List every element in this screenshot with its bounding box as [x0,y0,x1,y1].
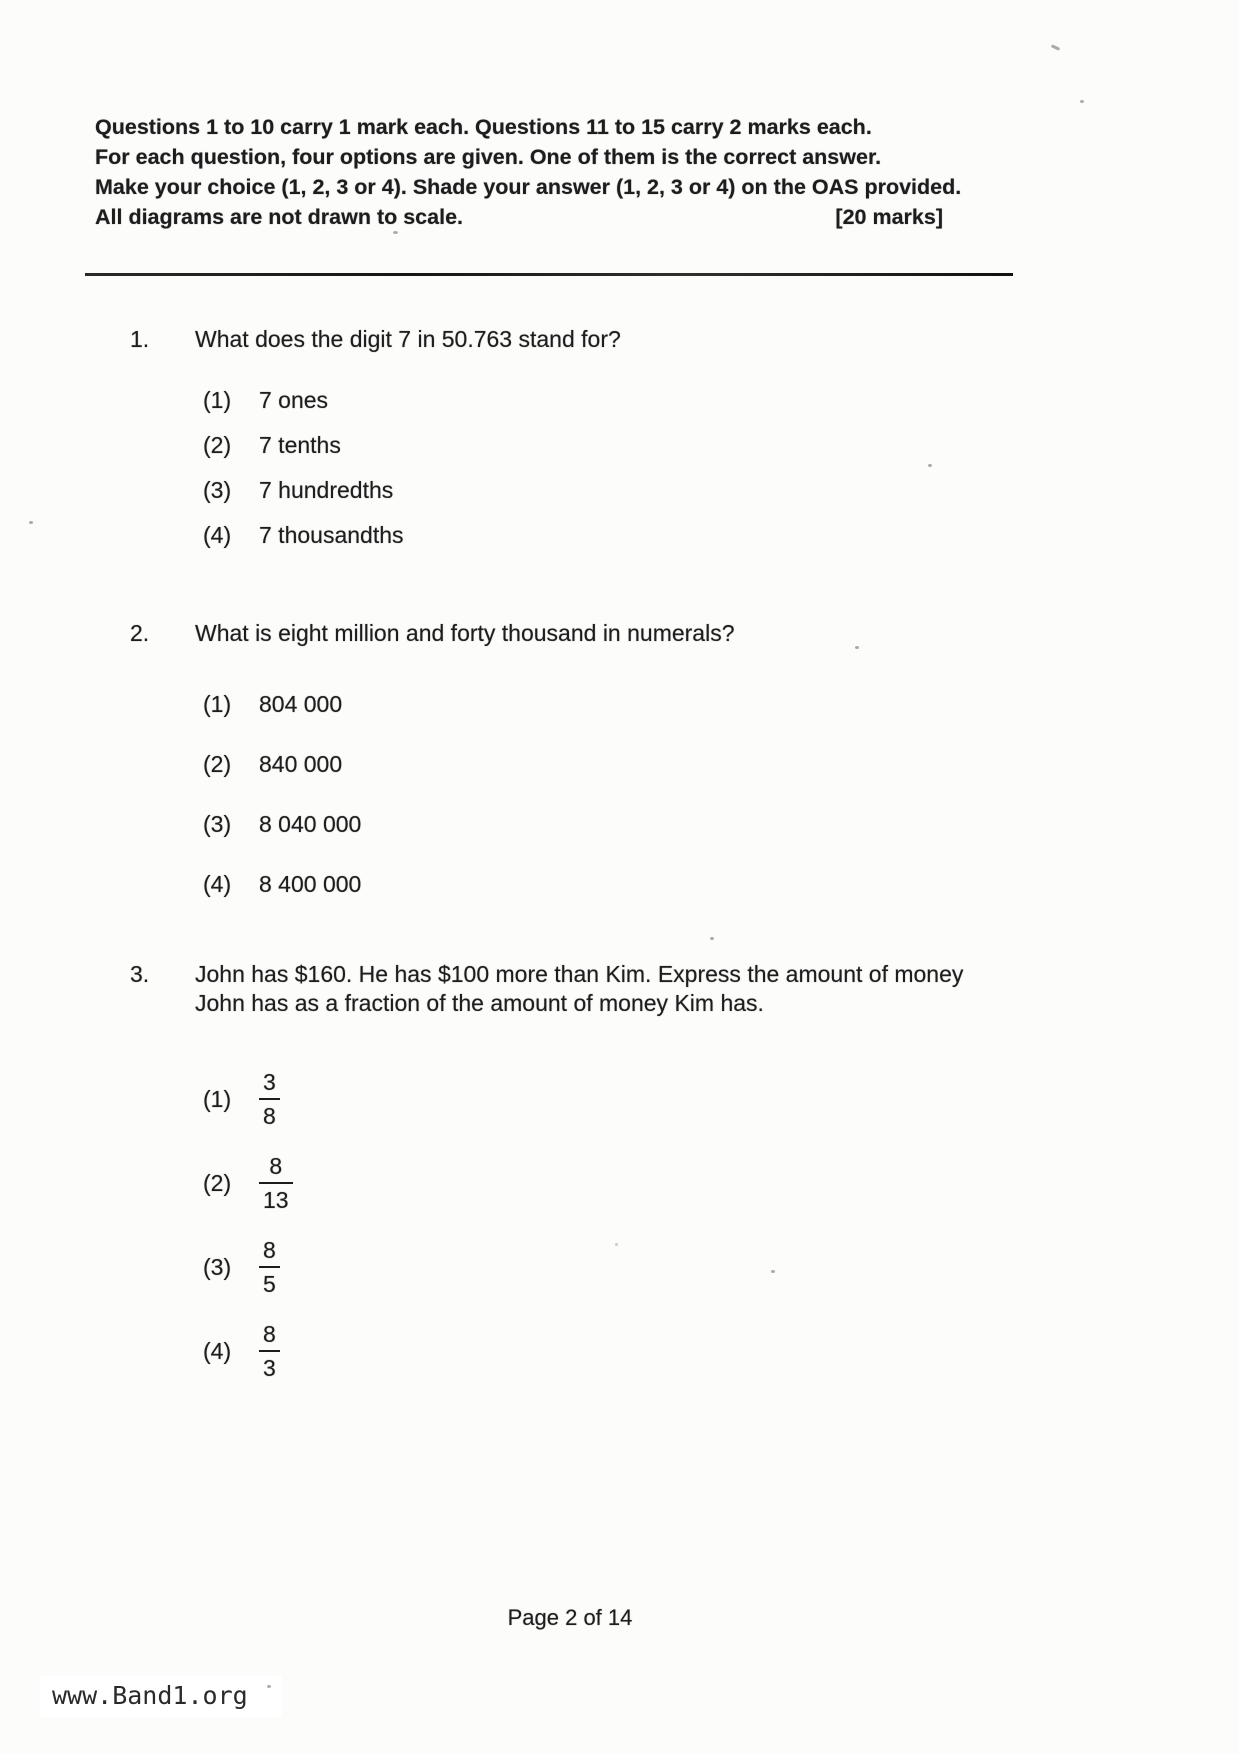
scan-speck [1080,100,1084,103]
fraction-denominator: 3 [259,1350,280,1381]
watermark-url: www.Band1.org [40,1676,282,1717]
question-1-number: 1. [130,326,150,352]
fraction-denominator: 5 [259,1266,280,1297]
question-2-number: 2. [130,620,150,646]
scan-speck [710,937,714,940]
fraction-numerator: 8 [269,1153,283,1179]
question-1 [130,325,621,565]
instructions-line-1: Questions 1 to 10 carry 1 mark each. Questions 11 to 15 carry 2 marks each. [95,115,872,139]
option-label: (3) [203,1253,232,1280]
question-1-options [203,385,621,550]
section-divider [85,273,1013,276]
scan-speck [1051,44,1060,51]
option-label: (1) [203,387,232,413]
option-label: (3) [203,811,232,837]
option-row [203,1069,995,1129]
question-3 [130,960,995,1405]
option-row [203,869,735,899]
option-text: 7 thousandths [259,522,404,548]
scan-speck [615,1243,618,1246]
scan-speck [29,521,33,524]
question-2 [130,619,735,929]
scan-speck [855,646,859,649]
instructions-line-2: For each question, four options are given. One of them is the correct answer. [95,145,882,169]
option-text: 840 000 [259,751,343,777]
option-label: (1) [203,1085,232,1112]
option-row [203,430,621,460]
scan-speck [267,1685,271,1688]
fraction-numerator: 3 [263,1069,276,1095]
question-3-text: John has $160. He has $100 more than Kim. Express the amount of money John has as a fraction of the amount of money Kim has. [195,961,964,1016]
instructions-line-3: Make your choice (1, 2, 3 or 4). Shade your answer (1, 2, 3 or 4) on the OAS provided. [95,175,962,199]
option-label: (4) [203,522,232,548]
question-2-options [203,689,735,899]
option-row [203,475,621,505]
option-text: 8 400 000 [259,871,362,897]
option-label: (4) [203,871,232,897]
instructions-line-4: All diagrams are not drawn to scale. [95,205,463,229]
option-text: 804 000 [259,691,343,717]
page-number: Page 2 of 14 [507,1605,633,1630]
option-row [203,520,621,550]
question-3-options [203,1069,995,1381]
option-text: 7 tenths [259,432,341,458]
scan-speck [771,1270,775,1273]
option-row [203,385,621,415]
fraction-denominator: 13 [259,1182,293,1213]
option-row [203,1321,995,1381]
scan-speck [928,464,932,467]
question-2-text: What is eight million and forty thousand in numerals? [195,620,735,646]
fraction-numerator: 8 [263,1321,276,1347]
option-row [203,809,735,839]
option-label: (4) [203,1337,232,1364]
option-label: (2) [203,432,232,458]
option-row [203,749,735,779]
instructions-block [95,112,1015,232]
option-label: (2) [203,1169,232,1196]
fraction [259,1321,280,1381]
option-row [203,1153,995,1213]
fraction [259,1069,280,1129]
option-label: (1) [203,691,232,717]
option-row [203,1237,995,1297]
question-1-text: What does the digit 7 in 50.763 stand for? [195,326,621,352]
option-text: 7 ones [259,387,329,413]
scan-speck [393,231,398,234]
question-3-number: 3. [130,961,150,987]
fraction-denominator: 8 [259,1098,280,1129]
fraction-numerator: 8 [263,1237,276,1263]
marks-note: [20 marks] [835,205,943,229]
fraction [259,1153,293,1213]
option-label: (3) [203,477,232,503]
option-row [203,689,735,719]
option-text: 8 040 000 [259,811,362,837]
option-text: 7 hundredths [259,477,394,503]
fraction [259,1237,280,1297]
option-label: (2) [203,751,232,777]
